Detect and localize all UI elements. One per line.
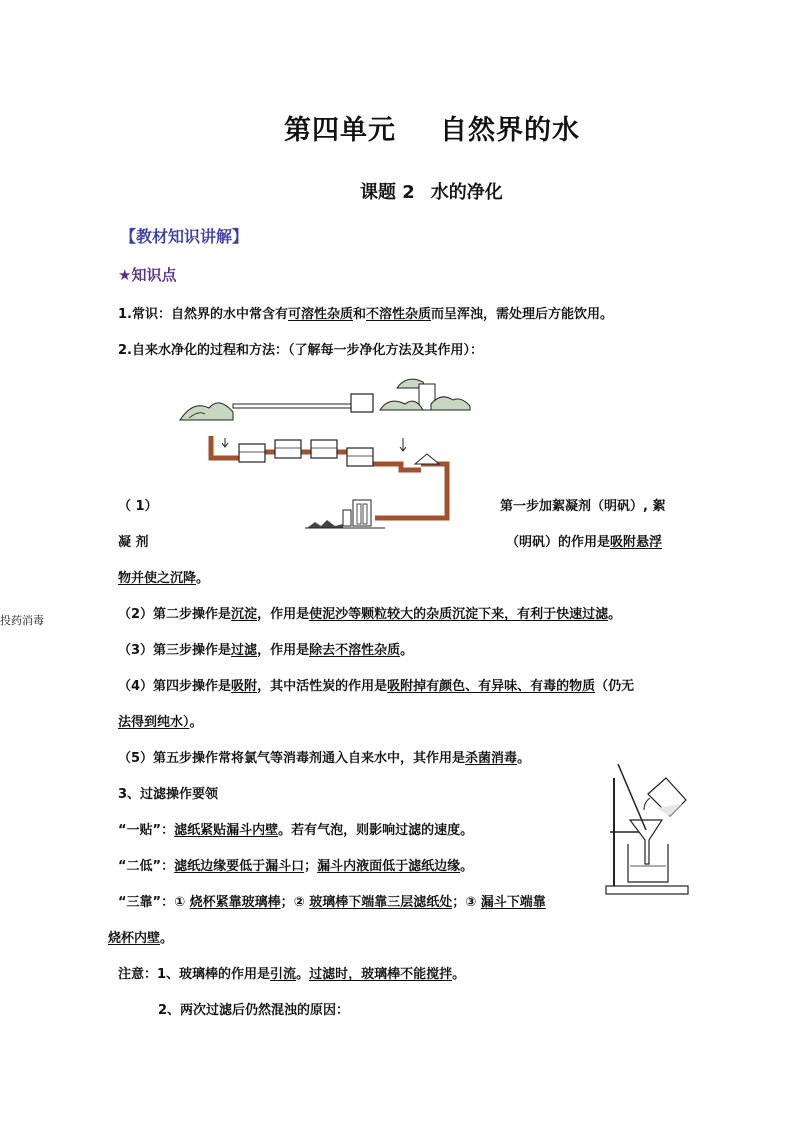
step4: （4）第四步操作是吸附，其中活性炭的作用是吸附掉有颜色、有异味、有毒的物质（仍无 [118,679,635,694]
step1-text-right2: （明矾）的作用是吸附悬浮 [506,535,663,550]
town-buildings-icon [305,500,385,528]
filtration-erdi: “二低”：滤纸边缘要低于漏斗口；漏斗内液面低于滤纸边缘。 [118,859,474,874]
step1-text-left: 凝 剂 [118,535,149,550]
section-heading: 【教材知识讲解】 [120,227,249,246]
sedimentation-tank [275,440,301,458]
step4-continued: 法得到纯水）。 [118,715,203,730]
mountain-icon [380,379,470,410]
step1-text-end: 物并使之沉降。 [118,571,210,586]
pouring-beaker [644,778,686,816]
title-unit: 第四单元 [284,115,396,146]
page-subtitle [360,178,503,204]
water-purification-diagram [175,368,475,534]
title-topic: 自然界的水 [440,115,580,146]
filtration-tank [311,440,337,458]
subtitle-lesson: 课题 2 [360,182,415,203]
filtration-apparatus-diagram [604,760,694,898]
step3: （3）第三步操作是过滤，作用是除去不溶性杂质。 [118,643,414,658]
reservoir-box [351,394,373,412]
filtration-heading: 3、过滤操作要领 [118,787,219,802]
filtration-sankao-continued: 烧杯内壁。 [108,931,174,946]
filtration-sankao: “三靠”：① 烧杯紧靠玻璃棒；② 玻璃棒下端靠三层滤纸处；③ 漏斗下端靠 [118,895,546,910]
source-hill-icon [180,403,233,420]
side-note: 投药消毒 [0,614,44,627]
paragraph-common-sense: 1.常识：自然界的水中常含有可溶性杂质和不溶性杂质而呈浑浊，需处理后方能饮用。 [118,307,614,322]
knowledge-heading: ★知识点 [118,266,177,284]
funnel [630,820,662,864]
disinfection-house [415,454,439,464]
step2: （2）第二步操作是沉淀，作用是使泥沙等颗粒较大的杂质沉淀下来，有利于快速过滤。 [118,607,622,622]
flocculation-tank [239,444,265,462]
note-1: 注意：1、玻璃棒的作用是引流。过滤时，玻璃棒不能搅拌。 [118,967,466,982]
step5: （5）第五步操作常将氯气等消毒剂通入自来水中，其作用是杀菌消毒。 [118,751,531,766]
step1-number: （ 1） [118,499,158,514]
note-2: 2、两次过滤后仍然混浊的原因： [158,1003,350,1018]
page-title [0,108,794,147]
filtration-yitie: “一贴”：滤纸紧贴漏斗内壁。若有气泡，则影响过滤的速度。 [118,823,474,838]
paragraph-tap-water: 2.自来水净化的过程和方法：（了解每一步净化方法及其作用）： [118,343,483,358]
subtitle-topic: 水的净化 [430,182,503,203]
adsorption-tank [347,448,373,466]
step1-text-right: 第一步加絮凝剂（明矾）, 絮 [500,499,666,514]
stand-base [606,886,688,894]
